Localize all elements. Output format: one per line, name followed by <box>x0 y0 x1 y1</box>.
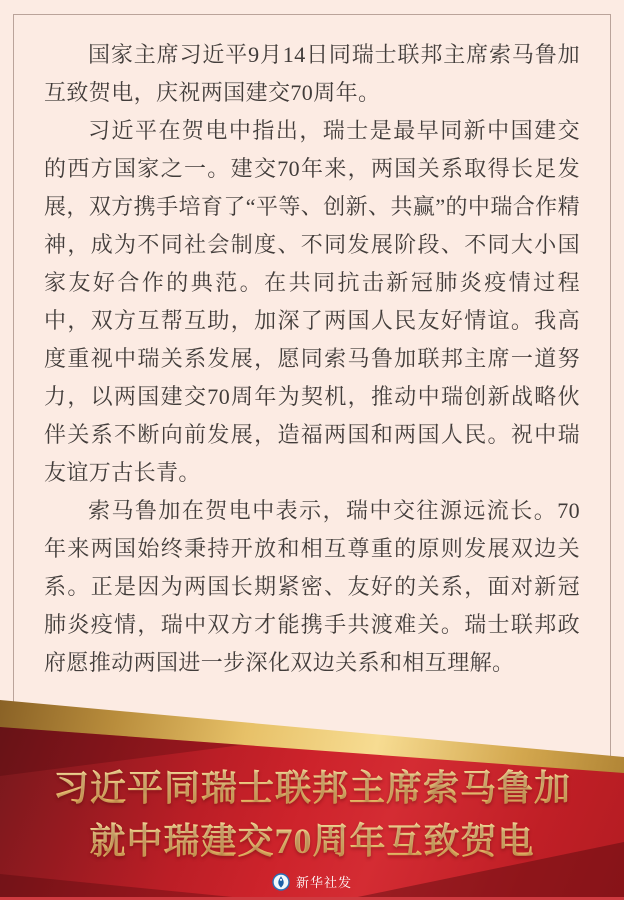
banner-title-line2: 就中瑞建交70周年互致贺电 <box>0 815 624 868</box>
credit-label: 新华社发 <box>295 875 352 890</box>
xinhua-logo-icon <box>272 873 290 891</box>
banner-title-line1: 习近平同瑞士联邦主席索马鲁加 <box>0 762 624 815</box>
article-paragraph: 习近平在贺电中指出，瑞士是最早同新中国建交的西方国家之一。建交70年来，两国关系取得长足发展，双方携手培育了“平等、创新、共赢”的中瑞合作精神，成为不同社会制度、不同发展阶段、不同大小国家友好合作的典范。在共同抗击新冠肺炎疫情过程中，双方互帮互助，加深了两国人民友好情谊。我高度重视中瑞关系发展，愿同索马鲁加联邦主席一道努力，以两国建交70周年为契机，推动中瑞创新战略伙伴关系不断向前发展，造福两国和两国人民。祝中瑞友谊万古长青。 <box>44 118 580 485</box>
title-banner <box>0 700 624 900</box>
article-text <box>44 36 580 682</box>
credit-row <box>0 872 624 891</box>
article-paragraph: 国家主席习近平9月14日同瑞士联邦主席索马鲁加互致贺电，庆祝两国建交70周年。 <box>44 42 580 105</box>
article-paragraph: 索马鲁加在贺电中表示，瑞中交往源远流长。70年来两国始终秉持开放和相互尊重的原则发展双边关系。正是因为两国长期紧密、友好的关系，面对新冠肺炎疫情，瑞中双方才能携手共渡难关。瑞士联邦政府愿推动两国进一步深化双边关系和相互理解。 <box>44 498 580 675</box>
banner-title-block <box>0 762 624 868</box>
